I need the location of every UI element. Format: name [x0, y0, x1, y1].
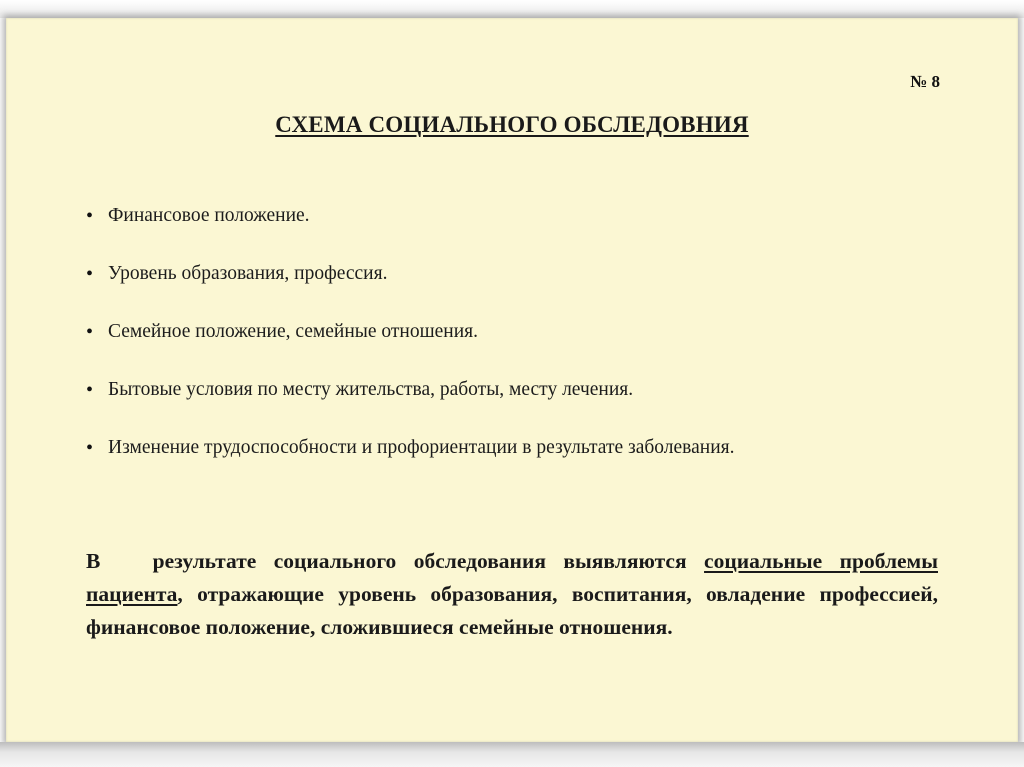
bullet-text: Бытовые условия по месту жительства, работы, месту лечения.: [108, 379, 634, 400]
conclusion-text-start: В результате социального обследования выявляются: [86, 549, 705, 573]
list-item: [84, 430, 944, 488]
conclusion-text-end: , отражающие уровень образования, воспитания, овладение профессией, финансовое положение, сложившиеся семейные отношения.: [86, 582, 938, 639]
bullet-icon: •: [86, 437, 94, 459]
bullet-text: Финансовое положение.: [108, 205, 310, 226]
bullet-list: [84, 198, 944, 488]
list-item: [84, 198, 944, 256]
list-item: [84, 372, 944, 430]
list-item: [84, 314, 944, 372]
conclusion-paragraph: [86, 545, 938, 644]
bullet-icon: •: [86, 263, 94, 285]
bullet-icon: •: [86, 321, 94, 343]
bottom-shade: [0, 742, 1024, 767]
top-shade: [0, 0, 1024, 18]
slide-number: № 8: [910, 72, 940, 91]
conclusion-underlined-text: социальные проблемы пациента: [86, 549, 938, 606]
bullet-icon: •: [86, 205, 94, 227]
bullet-icon: •: [86, 379, 94, 401]
bullet-text: Уровень образования, профессия.: [108, 263, 388, 284]
slide-title: СХЕМА СОЦИАЛЬНОГО ОБСЛЕДОВНИЯ: [275, 112, 749, 137]
bullet-text: Изменение трудоспособности и профориентации в результате заболевания.: [108, 437, 735, 458]
bullet-text: Семейное положение, семейные отношения.: [108, 321, 478, 342]
list-item: [84, 256, 944, 314]
